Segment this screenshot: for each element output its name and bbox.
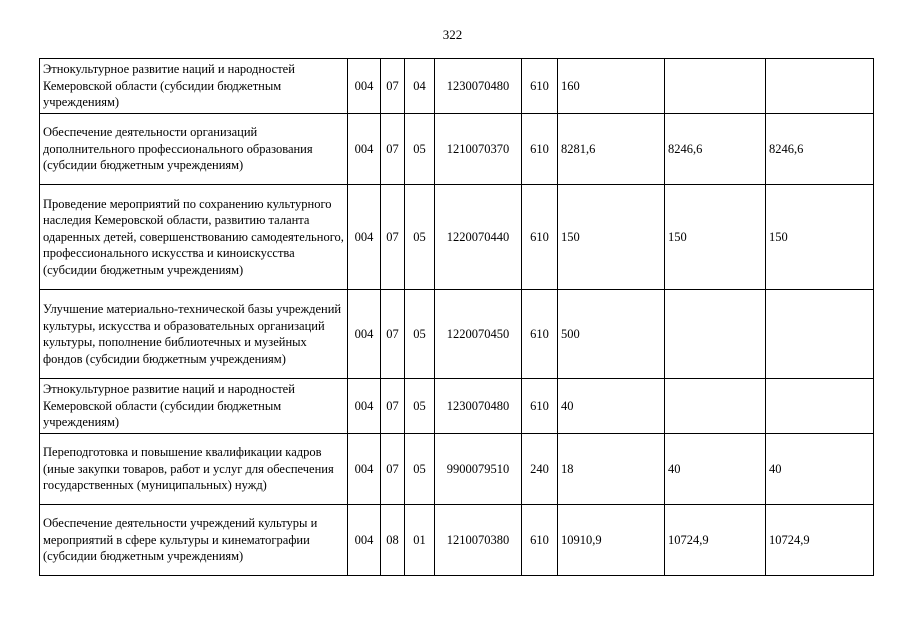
subsection-code: 05	[405, 379, 435, 434]
row-description: Переподготовка и повышение квалификации кадров (иные закупки товаров, работ и услуг для обеспечения государственных (муниципальных) нужд)	[40, 434, 348, 505]
row-description: Этнокультурное развитие наций и народностей Кемеровской области (субсидии бюджетным учреждениям)	[40, 59, 348, 114]
row-description: Этнокультурное развитие наций и народностей Кемеровской области (субсидии бюджетным учреждениям)	[40, 379, 348, 434]
section-code: 07	[381, 185, 405, 290]
sum-year-3: 40	[766, 434, 874, 505]
row-description: Обеспечение деятельности организаций дополнительного профессионального образования (субсидии бюджетным учреждениям)	[40, 114, 348, 185]
sum-year-1: 8281,6	[558, 114, 665, 185]
sum-year-1: 18	[558, 434, 665, 505]
sum-year-1: 500	[558, 290, 665, 379]
ministry-code: 004	[348, 290, 381, 379]
subsection-code: 05	[405, 290, 435, 379]
sum-year-3	[766, 379, 874, 434]
target-article-code: 1220070440	[435, 185, 522, 290]
expense-type-code: 610	[522, 185, 558, 290]
ministry-code: 004	[348, 434, 381, 505]
sum-year-2	[665, 290, 766, 379]
subsection-code: 01	[405, 505, 435, 576]
target-article-code: 1230070480	[435, 379, 522, 434]
section-code: 07	[381, 59, 405, 114]
expense-type-code: 610	[522, 114, 558, 185]
sum-year-3: 10724,9	[766, 505, 874, 576]
sum-year-2	[665, 59, 766, 114]
sum-year-1: 40	[558, 379, 665, 434]
ministry-code: 004	[348, 185, 381, 290]
sum-year-2: 150	[665, 185, 766, 290]
sum-year-1: 150	[558, 185, 665, 290]
expense-type-code: 610	[522, 379, 558, 434]
page-number: 322	[442, 27, 463, 42]
target-article-code: 9900079510	[435, 434, 522, 505]
expense-type-code: 610	[522, 59, 558, 114]
section-code: 07	[381, 434, 405, 505]
table-row	[40, 379, 874, 434]
expense-type-code: 240	[522, 434, 558, 505]
target-article-code: 1210070370	[435, 114, 522, 185]
target-article-code: 1210070380	[435, 505, 522, 576]
section-code: 07	[381, 114, 405, 185]
section-code: 07	[381, 379, 405, 434]
ministry-code: 004	[348, 59, 381, 114]
subsection-code: 05	[405, 114, 435, 185]
table-row	[40, 185, 874, 290]
row-description: Обеспечение деятельности учреждений культуры и мероприятий в сфере культуры и кинематографии (субсидии бюджетным учреждениям)	[40, 505, 348, 576]
budget-table	[39, 58, 874, 576]
sum-year-3: 150	[766, 185, 874, 290]
row-description: Проведение мероприятий по сохранению культурного наследия Кемеровской области, развитию таланта одаренных детей, совершенствованию самодеятельного, профессионального искусства и киноискусства (субсидии бюджетным учреждениям)	[40, 185, 348, 290]
sum-year-3: 8246,6	[766, 114, 874, 185]
table-row	[40, 290, 874, 379]
expense-type-code: 610	[522, 505, 558, 576]
row-description: Улучшение материально-технической базы учреждений культуры, искусства и образовательных организаций культуры, пополнение библиотечных и музейных фондов (субсидии бюджетным учреждениям)	[40, 290, 348, 379]
table-row	[40, 434, 874, 505]
subsection-code: 04	[405, 59, 435, 114]
sum-year-1: 160	[558, 59, 665, 114]
table-row	[40, 59, 874, 114]
subsection-code: 05	[405, 434, 435, 505]
section-code: 08	[381, 505, 405, 576]
sum-year-2: 40	[665, 434, 766, 505]
sum-year-3	[766, 290, 874, 379]
table-row	[40, 114, 874, 185]
target-article-code: 1220070450	[435, 290, 522, 379]
sum-year-2: 10724,9	[665, 505, 766, 576]
section-code: 07	[381, 290, 405, 379]
sum-year-2: 8246,6	[665, 114, 766, 185]
expense-type-code: 610	[522, 290, 558, 379]
sum-year-1: 10910,9	[558, 505, 665, 576]
sum-year-2	[665, 379, 766, 434]
ministry-code: 004	[348, 114, 381, 185]
table-row	[40, 505, 874, 576]
target-article-code: 1230070480	[435, 59, 522, 114]
ministry-code: 004	[348, 505, 381, 576]
ministry-code: 004	[348, 379, 381, 434]
sum-year-3	[766, 59, 874, 114]
subsection-code: 05	[405, 185, 435, 290]
